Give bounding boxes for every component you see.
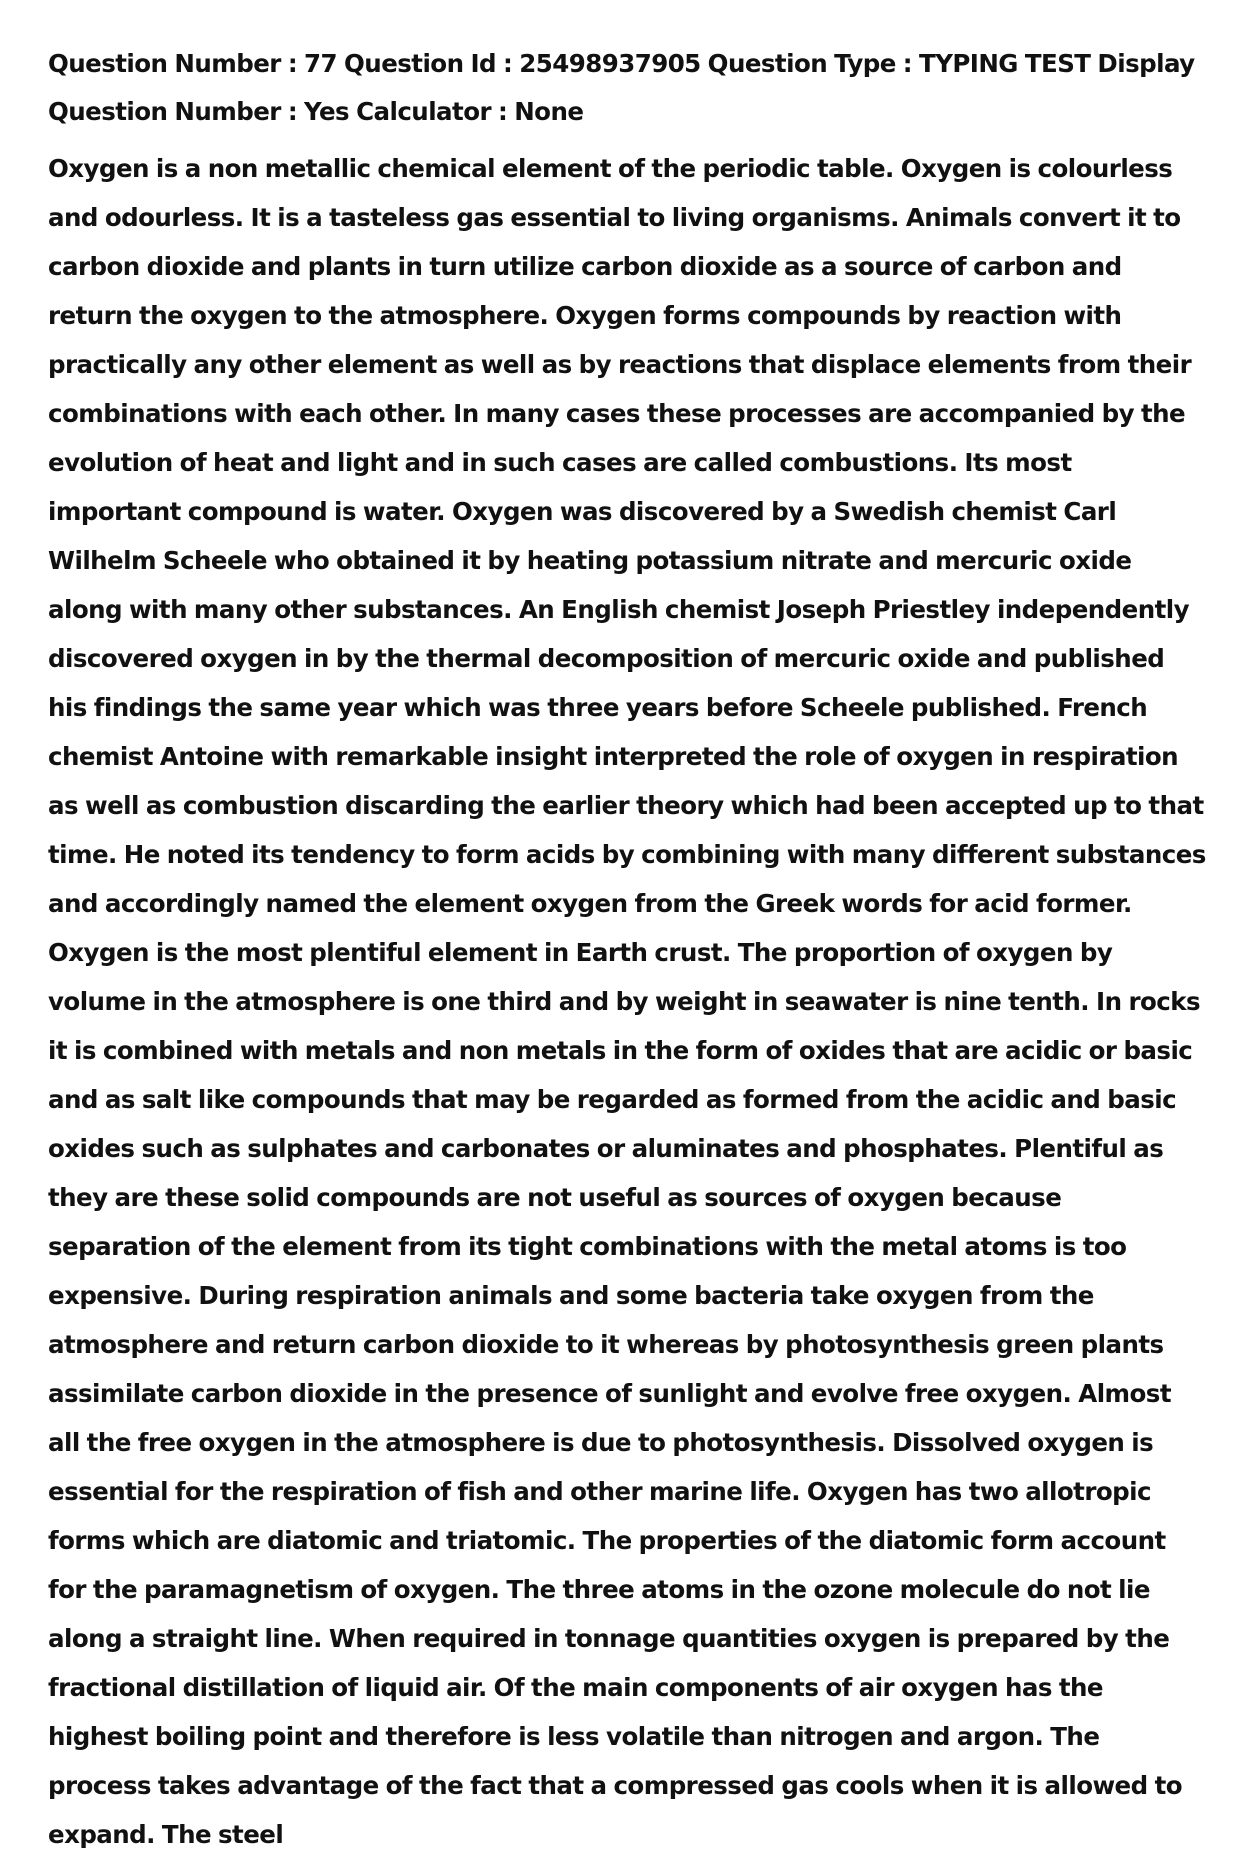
typing-passage: Oxygen is a non metallic chemical element of the periodic table. Oxygen is colourless and odourless. It is a tasteless gas essential to living organisms. Animals convert it to carbon dioxide and plants in turn utilize carbon dioxide as a source of carbon and return the oxygen to the atmosphere. Oxygen forms compounds by reaction with practically any other element as well as by reactions that displace elements from their combinations with each other. In many cases these processes are accompanied by the evolution of heat and light and in such cases are called combustions. Its most important compound is water. Oxygen was discovered by a Swedish chemist Carl Wilhelm Scheele who obtained it by heating potassium nitrate and mercuric oxide along with many other substances. An English chemist Joseph Priestley independently discovered oxygen in by the thermal decomposition of mercuric oxide and published his findings the same year which was three years before Scheele published. French chemist Antoine with remarkable insight interpreted the role of oxygen in respiration as well as combustion discarding the earlier theory which had been accepted up to that time. He noted its tendency to form acids by combining with many different substances and accordingly named the element oxygen from the Greek words for acid former. Oxygen is the most plentiful element in Earth crust. The proportion of oxygen by volume in the atmosphere is one third and by weight in seawater is nine tenth. In rocks it is combined with metals and non metals in the form of oxides that are acidic or basic and as salt like compounds that may be regarded as formed from the acidic and basic oxides such as sulphates and carbonates or aluminates and phosphates. Plentiful as they are these solid compounds are not useful as sources of oxygen because separation of the element from its tight combinations with the metal atoms is too expensive. During respiration animals and some bacteria take oxygen from the atmosphere and return carbon dioxide to it whereas by photosynthesis green plants assimilate carbon dioxide in the presence of sunlight and evolve free oxygen. Almost all the free oxygen in the atmosphere is due to photosynthesis. Dissolved oxygen is essential for the respiration of fish and other marine life. Oxygen has two allotropic forms which are diatomic and triatomic. The properties of the diatomic form account for the paramagnetism of oxygen. The three atoms in the ozone molecule do not lie along a straight line. When required in tonnage quantities oxygen is prepared by the fractional distillation of liquid air. Of the main components of air oxygen has the highest boiling point and therefore is less volatile than nitrogen and argon. The process takes advantage of the fact that a compressed gas cools when it is allowed to expand. The steel [48, 154, 1206, 1849]
document-page [48, 40, 1208, 1859]
question-header: Question Number : 77 Question Id : 25498937905 Question Type : TYPING TEST Display Question Number : Yes Calculator : None [48, 49, 1195, 126]
